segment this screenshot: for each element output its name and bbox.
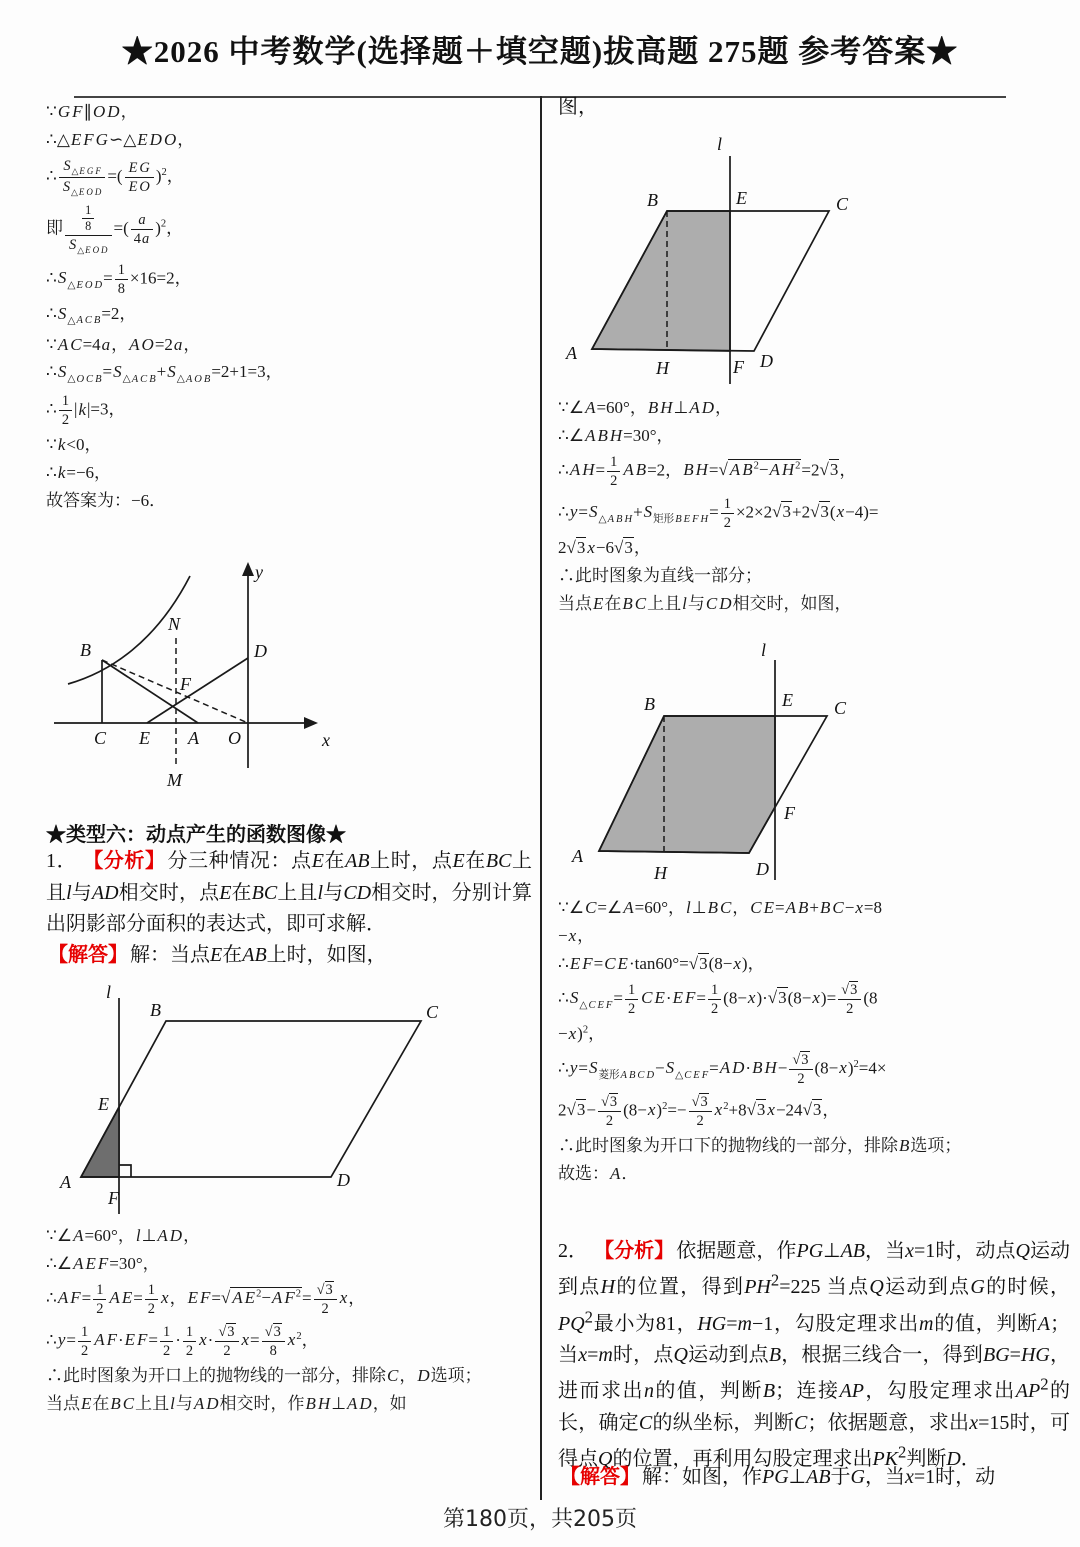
math-line: $\therefore S_{\triangle A C B}=2$，	[46, 303, 137, 327]
math-line: ∴k=−6，	[46, 463, 112, 483]
vertex-label-F: F	[108, 1188, 119, 1208]
math-line: $\therefore S_{\triangle C E F}=$ $\frac{1}{2}$ C E·E F= $\frac{1}{2}$ (8−x)·√3(8−x)= $\frac{√3}{2}$ (8	[558, 981, 878, 1017]
vertex-label-F: F	[733, 357, 744, 377]
solution-tag: 【解答】	[560, 1466, 640, 1488]
page-footer: 第180页，共205页	[443, 1507, 637, 1532]
vertex-label-D: D	[337, 1170, 350, 1190]
math-line: ∵∠A=60°，B H⊥A D，	[558, 398, 732, 417]
analysis-text: 分三种情况：点E在AB上时，点E在BC上且l与AD相交时，点E在BC上且l与CD相交时，分别计算出阴影部分面积的表达式，即可求解．	[46, 850, 533, 936]
vertex-label-F: F	[180, 674, 191, 694]
vertex-label-H: H	[654, 863, 667, 883]
line-label-l: l	[717, 134, 723, 154]
math-line: 故答案为：−6．	[46, 491, 167, 511]
vertex-label-N: N	[168, 614, 181, 634]
math-line: 即 $\frac{\frac{1}{8}}{S_{\triangle E O D}}$ =( $\frac{a}{4a}$ )$^2$，	[46, 203, 184, 255]
page-title: ★2026 中考数学(选择题＋填空题)拔高题 275题 参考答案★	[121, 34, 959, 69]
vertex-label-B: B	[644, 694, 655, 714]
figure-parallelogram-l-meets-CD	[562, 638, 917, 893]
vertex-label-B: B	[647, 190, 658, 210]
math-line: 2√3− $\frac{√3}{2}$ $(8-x)^2=-$ $\frac{√3}{2}$ $x^2+8√3$ x−24√3，	[558, 1094, 840, 1130]
problem-number: 2．	[558, 1240, 589, 1262]
math-line: $\therefore S_{\triangle E O D}=$ $\frac{1}{8}$ ×16=2，	[46, 261, 192, 297]
section-heading: ★类型六：动点产生的函数图像★	[46, 824, 346, 846]
math-line: ∴△E F G∽△E D O，	[46, 129, 195, 149]
math-line: ∴此时图象为开口上的抛物线的一部分，排除C，D选项；	[46, 1366, 482, 1386]
math-block-case1	[46, 1220, 532, 1421]
solution-text: 解：如图，作PG⊥AB于G，当x=1时，动	[642, 1466, 996, 1488]
figure-parallelogram-E-on-AB	[56, 984, 446, 1221]
analysis-tag: 【分析】	[604, 1240, 675, 1262]
math-line: ∴y= $\frac{1}{2}$ A F·E F= $\frac{1}{2}$ · $\frac{1}{2}$ x· $\frac{√3}{2}$ x= $\frac{√3}{8}$ $x^2$，	[46, 1324, 319, 1360]
math-line: ∵A C=4a，A O=2a，	[46, 334, 201, 354]
vertex-label-E: E	[736, 188, 747, 208]
vertex-label-E: E	[782, 690, 793, 710]
figure-coordinate-plot	[40, 560, 345, 817]
math-line: ∵∠C=∠A=60°，l⊥B C，C E=A B+B C−x=8	[558, 898, 882, 917]
line-label-l: l	[106, 984, 112, 1002]
math-line: ∴∠A E F=30°，	[46, 1253, 160, 1273]
math-block-k-derivation	[46, 96, 532, 518]
analysis-paragraph-1	[46, 846, 532, 941]
math-line: 当点E在B C上且l与C D相交时，如图，	[558, 594, 852, 613]
math-line: ∴ $\frac{S_{\triangle E G F}}{S_{\triangle E O D}}$ =( $\frac{\text{E G}}{\text{E O}}$ )$^2$，	[46, 157, 184, 197]
vertex-label-A: A	[572, 846, 583, 866]
vertex-label-B: B	[150, 1000, 161, 1020]
math-block-case3	[558, 892, 1070, 1191]
line-label-l: l	[761, 640, 767, 660]
vertex-label-D: D	[254, 641, 267, 661]
math-line: 当点E在B C上且l与A D相交时，作B H⊥A D，如	[46, 1394, 407, 1414]
axis-label-x: x	[322, 730, 330, 750]
vertex-label-A: A	[188, 728, 199, 748]
math-line: ∴E F=C E·tan60°=√3(8−x)，	[558, 953, 765, 973]
figure-parallelogram-l-meets-AD	[562, 126, 917, 397]
math-line: 2√3 x−6√3，	[558, 538, 651, 558]
math-line: ∴A H= $\frac{1}{2}$ A B=2，B H=√ A $B^2-A$ $H^2=2√3$，	[558, 453, 857, 489]
continued-text: 图，	[558, 96, 598, 118]
solution-paragraph-2	[558, 1462, 1070, 1494]
vertex-label-A: A	[566, 343, 577, 363]
math-line: ∴∠A B H=30°，	[558, 425, 674, 445]
vertex-label-C: C	[834, 698, 847, 718]
math-line: $\therefore S_{\triangle O C B}=S_{\triangle A C B}+S_{\triangle A O B}=2+1=3$，	[46, 362, 283, 385]
math-line: $\therefore y=S_{\triangle A B H}+S_{矩形B E F H}=$ $\frac{1}{2}$ ×2×2√3+2√3(x−4)=	[558, 496, 879, 532]
vertex-label-A: A	[60, 1172, 71, 1192]
math-line: ∵G F∥O D，	[46, 102, 138, 121]
math-line: $\therefore y=S_{菱形A B C D}-S_{\triangle C E F}=A$ D·B H− $\frac{√3}{2}$ $(8-x)^2=4\times$	[558, 1051, 887, 1087]
analysis-text: 依据题意，作PG⊥AB，当x=1时，动点Q运动到点H的位置，得到$PH^2=225$ 当点Q运动到点G的时候，$PQ^2$最小为81，HG=m−1，勾股定理求出m的值，判断A；当x=m时，点Q运动到点B，根据三线合一，得到BG=HG，进而求出n的值，判断B；连接AP，勾股定理求出$AP^2$的长，确定C的纵坐标，判断C；依据题意，求出x=15时，可得点Q的位置，再利用勾股定理求出$PK^2$判断D．	[558, 1240, 1071, 1471]
math-line: ∴A F= $\frac{1}{2}$ A E= $\frac{1}{2}$ x，E F=√ A $E^2-A$ $F^2=$ $\frac{√3}{2}$ x，	[46, 1281, 366, 1317]
solution-text: 解：当点E在AB上时，如图，	[130, 944, 387, 966]
solution-paragraph-1	[46, 940, 532, 972]
analysis-tag: 【分析】	[93, 850, 166, 872]
math-line: ∵k<0，	[46, 435, 102, 455]
axis-label-y: y	[255, 562, 263, 582]
vertex-label-C: C	[836, 194, 849, 214]
vertex-label-E: E	[98, 1094, 109, 1114]
math-line: ∴此时图象为直线一部分；	[558, 566, 762, 586]
vertex-label-D: D	[756, 859, 769, 879]
vertex-label-D: D	[760, 351, 773, 371]
math-line: ∴ $\frac{1}{2}$ |k|=3，	[46, 393, 126, 429]
vertex-label-C: C	[426, 1002, 439, 1022]
math-line: ∵∠A=60°，l⊥A D，	[46, 1226, 201, 1245]
math-line: ∴此时图象为开口下的抛物线的一部分，排除B选项；	[558, 1136, 962, 1156]
vertex-label-C: C	[94, 728, 107, 748]
math-line: −x，	[558, 925, 595, 945]
vertex-label-H: H	[656, 358, 669, 378]
analysis-paragraph-2	[558, 1236, 1070, 1476]
column-divider	[540, 96, 542, 1500]
math-line: 故选：A．	[558, 1164, 639, 1184]
math-line: −x)$^2$，	[558, 1023, 606, 1043]
math-block-case2	[558, 392, 1070, 621]
vertex-label-M: M	[167, 770, 182, 790]
problem-number: 1．	[46, 850, 78, 872]
solution-tag: 【解答】	[48, 944, 128, 966]
vertex-label-F: F	[784, 803, 795, 823]
vertex-label-E: E	[139, 728, 150, 748]
vertex-label-O: O	[228, 728, 241, 748]
vertex-label-B: B	[80, 640, 91, 660]
